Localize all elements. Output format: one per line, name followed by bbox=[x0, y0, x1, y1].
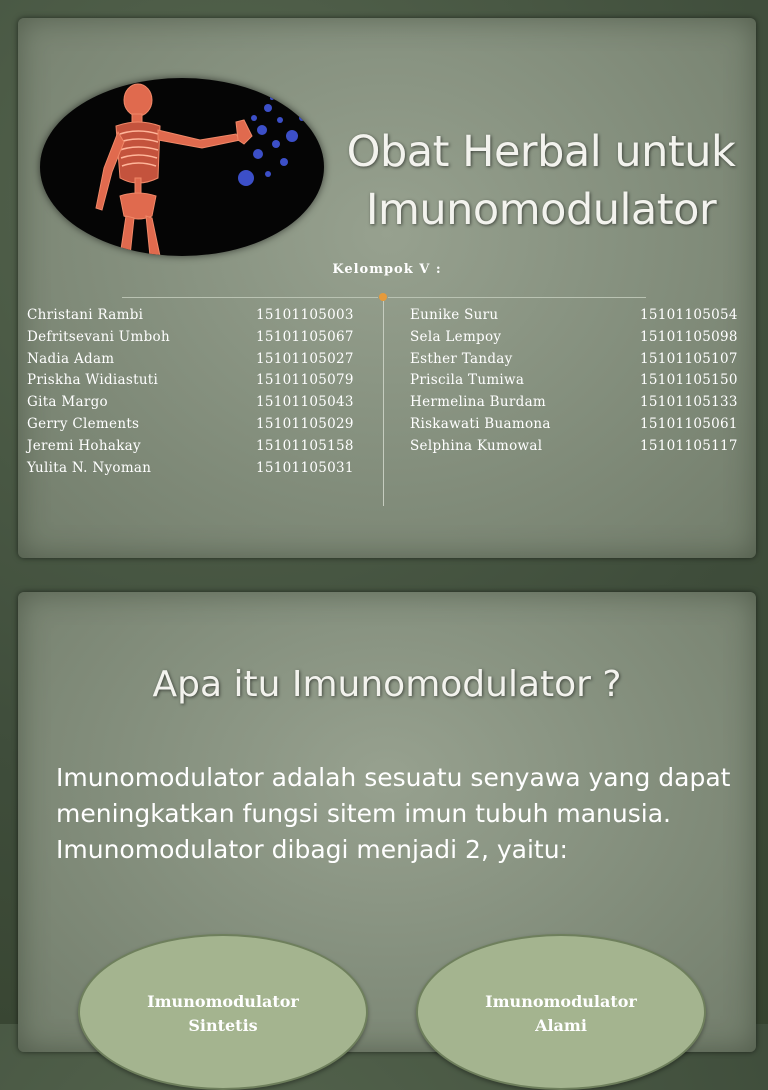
list-item bbox=[410, 394, 740, 416]
slide-definition bbox=[18, 592, 756, 1052]
divider-left bbox=[122, 297, 378, 298]
member-id: 15101105158 bbox=[256, 437, 354, 454]
list-item bbox=[410, 307, 740, 329]
paragraph-line: Imunomodulator adalah sesuatu senyawa yang dapat bbox=[56, 763, 731, 792]
member-name: Defritsevani Umboh bbox=[27, 328, 170, 345]
member-name: Eunike Suru bbox=[410, 307, 499, 323]
list-item bbox=[27, 329, 357, 351]
member-id: 15101105054 bbox=[640, 307, 738, 323]
list-item bbox=[410, 372, 740, 394]
member-name: Esther Tanday bbox=[410, 350, 513, 367]
member-name: Gita Margo bbox=[27, 394, 108, 411]
list-item bbox=[410, 438, 740, 460]
paragraph-line: Imunomodulator dibagi menjadi 2, yaitu: bbox=[56, 835, 568, 864]
list-item bbox=[410, 416, 740, 438]
list-item bbox=[27, 372, 357, 394]
member-id: 15101105027 bbox=[256, 350, 354, 367]
list-item bbox=[27, 460, 357, 482]
list-item bbox=[27, 438, 357, 460]
node-label-line: Sintetis bbox=[188, 1016, 258, 1035]
list-item bbox=[410, 351, 740, 373]
member-id: 15101105150 bbox=[640, 372, 738, 389]
slide-title-heading bbox=[336, 123, 746, 239]
member-name: Jeremi Hohakay bbox=[27, 437, 141, 454]
members-left-list bbox=[27, 307, 357, 481]
node-alami bbox=[416, 934, 706, 1090]
divider-right bbox=[388, 297, 646, 298]
list-item bbox=[27, 416, 357, 438]
node-label-line: Imunomodulator bbox=[485, 992, 637, 1011]
member-id: 15101105061 bbox=[640, 415, 738, 432]
member-id: 15101105117 bbox=[640, 437, 738, 454]
node-label-line: Alami bbox=[535, 1016, 587, 1035]
list-item bbox=[27, 307, 357, 329]
member-id: 15101105003 bbox=[256, 307, 354, 323]
skeleton-virus-image bbox=[40, 78, 324, 256]
definition-paragraph bbox=[56, 760, 746, 868]
member-id: 15101105079 bbox=[256, 372, 354, 389]
node-sintetis bbox=[78, 934, 368, 1090]
divider-dot bbox=[379, 293, 387, 301]
member-name: Nadia Adam bbox=[27, 350, 115, 367]
title-line-2: Imunomodulator bbox=[365, 185, 717, 235]
member-name: Yulita N. Nyoman bbox=[27, 459, 152, 476]
member-name: Priskha Widiastuti bbox=[27, 372, 159, 389]
list-item bbox=[410, 329, 740, 351]
paragraph-line: meningkatkan fungsi sitem imun tubuh manusia. bbox=[56, 799, 671, 828]
member-id: 15101105098 bbox=[640, 328, 738, 345]
node-label-line: Imunomodulator bbox=[147, 992, 299, 1011]
member-id: 15101105133 bbox=[640, 394, 738, 411]
list-item bbox=[27, 351, 357, 373]
member-id: 15101105043 bbox=[256, 394, 354, 411]
members-right-list bbox=[410, 307, 740, 460]
member-name: Riskawati Buamona bbox=[410, 415, 551, 432]
slide-heading: Apa itu Imunomodulator ? bbox=[152, 664, 622, 705]
member-name: Priscila Tumiwa bbox=[410, 372, 525, 389]
member-name: Selphina Kumowal bbox=[410, 437, 543, 454]
member-name: Hermelina Burdam bbox=[410, 394, 547, 411]
list-item bbox=[27, 394, 357, 416]
member-id: 15101105067 bbox=[256, 328, 354, 345]
member-id: 15101105107 bbox=[640, 350, 738, 367]
title-line-1: Obat Herbal untuk bbox=[346, 127, 736, 177]
column-divider bbox=[383, 301, 384, 506]
member-name: Sela Lempoy bbox=[410, 328, 502, 345]
member-name: Gerry Clements bbox=[27, 415, 140, 432]
member-id: 15101105029 bbox=[256, 415, 354, 432]
member-name: Christani Rambi bbox=[27, 307, 144, 323]
slide-title bbox=[18, 18, 756, 558]
group-label: Kelompok V : bbox=[332, 262, 442, 277]
member-id: 15101105031 bbox=[256, 459, 354, 476]
